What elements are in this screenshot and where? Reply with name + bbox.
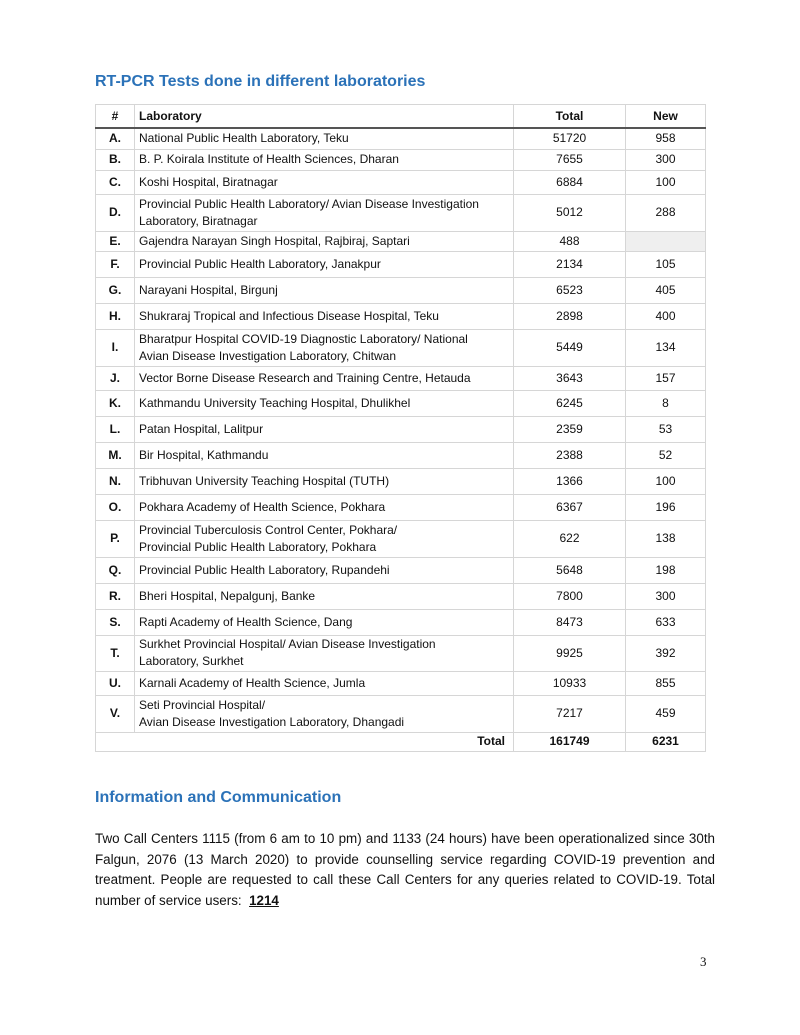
table-row	[96, 277, 706, 303]
row-total: 6884	[514, 170, 626, 194]
row-total: 1366	[514, 468, 626, 494]
row-total: 3643	[514, 366, 626, 390]
row-laboratory: Provincial Public Health Laboratory, Rupandehi	[135, 557, 514, 583]
row-laboratory: B. P. Koirala Institute of Health Sciences, Dharan	[135, 149, 514, 170]
row-new: 100	[626, 170, 706, 194]
row-new: 855	[626, 671, 706, 695]
row-laboratory: Vector Borne Disease Research and Training Centre, Hetauda	[135, 366, 514, 390]
row-new	[626, 231, 706, 251]
row-total: 51720	[514, 128, 626, 149]
row-num: F.	[96, 251, 135, 277]
row-new: 405	[626, 277, 706, 303]
row-total: 6245	[514, 390, 626, 416]
row-laboratory: Shukraraj Tropical and Infectious Disease Hospital, Teku	[135, 303, 514, 329]
lab-tests-table	[95, 104, 706, 752]
service-users-count: 1214	[249, 892, 279, 908]
row-num: P.	[96, 520, 135, 557]
section-title: RT-PCR Tests done in different laboratories	[95, 73, 426, 90]
row-num: E.	[96, 231, 135, 251]
row-laboratory: Provincial Tuberculosis Control Center, Pokhara/ Provincial Public Health Laboratory, Pokhara	[135, 520, 514, 557]
table-row	[96, 170, 706, 194]
table-row	[96, 494, 706, 520]
row-laboratory: Provincial Public Health Laboratory/ Avian Disease Investigation Laboratory, Biratnagar	[135, 194, 514, 231]
row-laboratory: Rapti Academy of Health Science, Dang	[135, 609, 514, 635]
table-row	[96, 390, 706, 416]
row-new: 196	[626, 494, 706, 520]
row-new: 300	[626, 149, 706, 170]
table-body	[96, 128, 706, 732]
row-new: 52	[626, 442, 706, 468]
row-num: Q.	[96, 557, 135, 583]
row-laboratory: Bharatpur Hospital COVID-19 Diagnostic Laboratory/ National Avian Disease Investigation Laboratory, Chitwan	[135, 329, 514, 366]
row-num: K.	[96, 390, 135, 416]
row-num: R.	[96, 583, 135, 609]
new-sum: 6231	[626, 732, 706, 751]
table-total-row	[96, 732, 706, 751]
row-total: 10933	[514, 671, 626, 695]
table-row	[96, 194, 706, 231]
table-row	[96, 149, 706, 170]
row-num: B.	[96, 149, 135, 170]
row-total: 488	[514, 231, 626, 251]
row-num: H.	[96, 303, 135, 329]
table-row	[96, 609, 706, 635]
info-paragraph	[95, 829, 715, 911]
row-num: T.	[96, 635, 135, 671]
row-num: U.	[96, 671, 135, 695]
row-num: M.	[96, 442, 135, 468]
row-total: 5449	[514, 329, 626, 366]
row-new: 53	[626, 416, 706, 442]
row-new: 138	[626, 520, 706, 557]
row-new: 400	[626, 303, 706, 329]
table-row	[96, 468, 706, 494]
row-num: I.	[96, 329, 135, 366]
row-laboratory: Surkhet Provincial Hospital/ Avian Disease Investigation Laboratory, Surkhet	[135, 635, 514, 671]
row-laboratory: National Public Health Laboratory, Teku	[135, 128, 514, 149]
row-new: 633	[626, 609, 706, 635]
row-total: 7655	[514, 149, 626, 170]
row-total: 7800	[514, 583, 626, 609]
total-label: Total	[96, 732, 514, 751]
row-num: A.	[96, 128, 135, 149]
row-num: J.	[96, 366, 135, 390]
header-new: New	[626, 105, 706, 129]
table-row	[96, 671, 706, 695]
row-new: 958	[626, 128, 706, 149]
table-row	[96, 695, 706, 732]
row-new: 288	[626, 194, 706, 231]
row-total: 622	[514, 520, 626, 557]
row-laboratory: Provincial Public Health Laboratory, Janakpur	[135, 251, 514, 277]
table-row	[96, 442, 706, 468]
row-total: 7217	[514, 695, 626, 732]
table-row	[96, 128, 706, 149]
total-sum: 161749	[514, 732, 626, 751]
row-laboratory: Seti Provincial Hospital/ Avian Disease Investigation Laboratory, Dhangadi	[135, 695, 514, 732]
row-num: G.	[96, 277, 135, 303]
row-laboratory: Bheri Hospital, Nepalgunj, Banke	[135, 583, 514, 609]
row-total: 5012	[514, 194, 626, 231]
row-laboratory: Pokhara Academy of Health Science, Pokhara	[135, 494, 514, 520]
table-row	[96, 416, 706, 442]
row-laboratory: Gajendra Narayan Singh Hospital, Rajbiraj, Saptari	[135, 231, 514, 251]
row-new: 105	[626, 251, 706, 277]
row-laboratory: Bir Hospital, Kathmandu	[135, 442, 514, 468]
table-row	[96, 303, 706, 329]
table-row	[96, 583, 706, 609]
row-total: 5648	[514, 557, 626, 583]
row-new: 8	[626, 390, 706, 416]
table-row	[96, 520, 706, 557]
row-laboratory: Tribhuvan University Teaching Hospital (TUTH)	[135, 468, 514, 494]
page-number: 3	[700, 954, 707, 969]
info-text: Two Call Centers 1115 (from 6 am to 10 pm) and 1133 (24 hours) have been operationalized since 30th Falgun, 2076 (13 March 2020) to provide counselling service regarding COVID-19 prevention and treatment. People are requested to call these Call Centers for any queries related to COVID-19. Total number of service users:	[95, 831, 715, 908]
row-total: 6523	[514, 277, 626, 303]
row-new: 198	[626, 557, 706, 583]
row-num: D.	[96, 194, 135, 231]
info-title: Information and Communication	[95, 789, 342, 806]
header-total: Total	[514, 105, 626, 129]
row-num: N.	[96, 468, 135, 494]
row-num: C.	[96, 170, 135, 194]
row-total: 2388	[514, 442, 626, 468]
row-total: 9925	[514, 635, 626, 671]
row-laboratory: Patan Hospital, Lalitpur	[135, 416, 514, 442]
row-new: 392	[626, 635, 706, 671]
row-num: S.	[96, 609, 135, 635]
row-laboratory: Narayani Hospital, Birgunj	[135, 277, 514, 303]
table-row	[96, 329, 706, 366]
row-laboratory: Koshi Hospital, Biratnagar	[135, 170, 514, 194]
table-row	[96, 251, 706, 277]
row-num: L.	[96, 416, 135, 442]
row-new: 300	[626, 583, 706, 609]
row-total: 2898	[514, 303, 626, 329]
table-row	[96, 557, 706, 583]
row-laboratory: Kathmandu University Teaching Hospital, Dhulikhel	[135, 390, 514, 416]
row-total: 2359	[514, 416, 626, 442]
header-laboratory: Laboratory	[135, 105, 514, 129]
row-new: 100	[626, 468, 706, 494]
table-row	[96, 231, 706, 251]
row-num: O.	[96, 494, 135, 520]
table-row	[96, 366, 706, 390]
row-new: 459	[626, 695, 706, 732]
table-header-row	[96, 105, 706, 129]
header-num: #	[96, 105, 135, 129]
row-total: 6367	[514, 494, 626, 520]
row-total: 8473	[514, 609, 626, 635]
row-new: 134	[626, 329, 706, 366]
row-new: 157	[626, 366, 706, 390]
table-row	[96, 635, 706, 671]
row-total: 2134	[514, 251, 626, 277]
row-num: V.	[96, 695, 135, 732]
row-laboratory: Karnali Academy of Health Science, Jumla	[135, 671, 514, 695]
